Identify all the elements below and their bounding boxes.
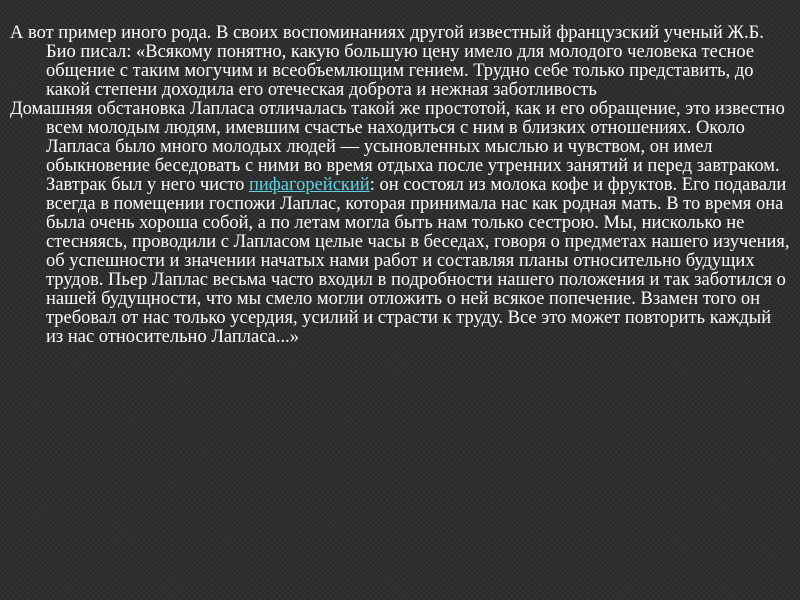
- paragraph-text-after-link: : он состоял из молока кофе и фруктов. Его подавали всегда в помещении госпожи Лаплас, которая принимала нас как родная мать. В то время она была очень хороша собой, а по летам могла быть нам только сестрою. Мы, нисколько не стесняясь, проводили с Лапласом целые часы в беседах, говоря о предметах нашего изучения, об успешности и значении начатых нами работ и составляя планы относительно будущих трудов. Пьер Лаплас весьма часто входил в подробности нашего положения и так заботился о нашей будущности, что мы смело могли отложить о ней всякое попечение. Взамен того он требовал от нас только усердия, усилий и страсти к труду. Все это может повторить каждый из нас относительно Лапласа...»: [46, 175, 790, 347]
- paragraph-laplace-home: [10, 100, 792, 347]
- paragraph-text-before-link: Домашняя обстановка Лапласа отличалась такой же простотой, как и его обращение, это известно всем молодым людям, имевшим счастье находиться с ним в близких отношениях. Около Лапласа было много молодых людей — усыновленных мыслью и чувством, он имел обыкновение беседовать с ними во время отдыха после утренних занятий и перед завтраком. Завтрак был у него чисто: [10, 99, 785, 195]
- paragraph-biot-quote: А вот пример иного рода. В своих воспоминаниях другой известный французский ученый Ж.Б. Био писал: «Всякому понятно, какую большую цену имело для молодого человека тесное общение с таким могучим и всеобъемлющим гением. Трудно себе только представить, до какой степени доходила его отеческая доброта и нежная заботливость: [10, 23, 764, 100]
- pythagorean-link[interactable]: пифагорейский: [248, 175, 370, 195]
- slide-content: [10, 24, 792, 347]
